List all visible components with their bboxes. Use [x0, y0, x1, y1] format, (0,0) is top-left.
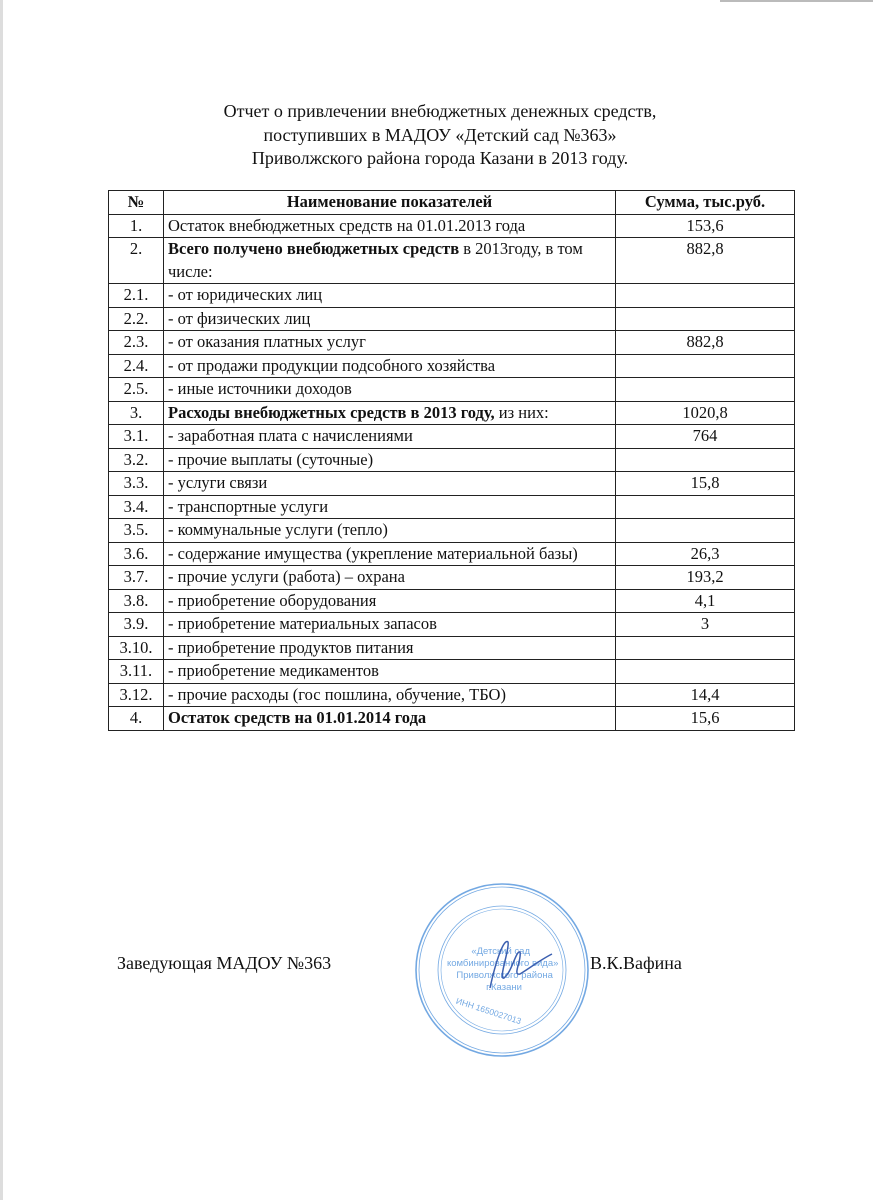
- row-number: 3.1.: [109, 425, 164, 449]
- row-sum: [616, 448, 795, 472]
- svg-text:ИНН 1650027013: [455, 996, 523, 1027]
- row-number: 3.: [109, 401, 164, 425]
- stamp-text: комбинированного вида»: [446, 958, 559, 969]
- row-sum: 26,3: [616, 542, 795, 566]
- row-indicator: [164, 495, 616, 519]
- table-row: [109, 238, 795, 284]
- row-indicator-text: - от продажи продукции подсобного хозяйства: [168, 355, 496, 375]
- row-indicator-bold: Всего получено внебюджетных средств: [168, 239, 460, 258]
- row-indicator-text: - содержание имущества (укрепление материальной базы): [168, 543, 578, 563]
- row-sum: [616, 495, 795, 519]
- row-sum: 14,4: [616, 683, 795, 707]
- row-indicator-text: - приобретение продуктов питания: [168, 637, 414, 657]
- title-line-1: Отчет о привлечении внебюджетных денежных средств,: [223, 101, 657, 121]
- report-table: [108, 190, 795, 731]
- row-indicator: [164, 284, 616, 308]
- row-indicator: [164, 636, 616, 660]
- table-row: [109, 636, 795, 660]
- stamp-text: г.Казани: [486, 982, 522, 993]
- row-indicator-text: - коммунальные услуги (тепло): [168, 520, 388, 539]
- row-number: 2.1.: [109, 284, 164, 308]
- row-indicator-text: из них:: [494, 402, 549, 422]
- table-row: [109, 401, 795, 425]
- row-indicator-bold: Остаток средств на 01.01.2014 года: [168, 708, 427, 727]
- row-sum: 3: [616, 613, 795, 637]
- row-number: 3.6.: [109, 542, 164, 566]
- table-row: [109, 214, 795, 238]
- row-indicator-text: Остаток внебюджетных средств на 01.01.2013 года: [168, 215, 526, 235]
- table-row: [109, 495, 795, 519]
- row-number: 2.2.: [109, 307, 164, 331]
- stamp-text: Приволжского района: [456, 970, 553, 981]
- stamp-inn: ИНН 1650027013: [454, 995, 523, 1027]
- table-row: [109, 307, 795, 331]
- row-number: 3.10.: [109, 636, 164, 660]
- table-row: [109, 425, 795, 449]
- row-indicator: [164, 589, 616, 613]
- table-row: [109, 448, 795, 472]
- row-sum: 153,6: [616, 214, 795, 238]
- row-indicator: [164, 331, 616, 355]
- row-sum: [616, 636, 795, 660]
- row-indicator: [164, 707, 616, 731]
- row-indicator-text: - от физических лиц: [168, 308, 311, 328]
- row-number: 3.4.: [109, 495, 164, 519]
- row-indicator-text: - прочие услуги (работа) – охрана: [168, 567, 405, 586]
- row-indicator: [164, 425, 616, 449]
- scan-edge: [0, 0, 3, 1200]
- row-indicator-text: в 2013году, в том числе:: [168, 239, 583, 281]
- table-row: [109, 284, 795, 308]
- row-sum: 1020,8: [616, 401, 795, 425]
- table-row: [109, 613, 795, 637]
- title-line-2: поступивших в МАДОУ «Детский сад №363»: [263, 124, 617, 145]
- table-row: [109, 683, 795, 707]
- row-number: 2.: [109, 238, 164, 284]
- header-sum: Сумма, тыс.руб.: [616, 191, 795, 215]
- table-row: [109, 378, 795, 402]
- row-indicator-text: - приобретение оборудования: [168, 590, 377, 610]
- row-sum: 15,6: [616, 707, 795, 731]
- svg-text:«Детский сад комбинирова: [447, 946, 561, 993]
- header-number: №: [109, 191, 164, 215]
- row-sum: [616, 660, 795, 684]
- row-number: 3.3.: [109, 472, 164, 496]
- row-number: 3.2.: [109, 448, 164, 472]
- row-indicator: [164, 307, 616, 331]
- row-indicator: [164, 401, 616, 425]
- row-sum: 15,8: [616, 472, 795, 496]
- row-indicator: [164, 472, 616, 496]
- signature-name: В.К.Вафина: [590, 953, 682, 973]
- row-indicator: [164, 542, 616, 566]
- row-indicator-text: - транспортные услуги: [168, 496, 329, 516]
- row-number: 1.: [109, 214, 164, 238]
- row-sum: [616, 284, 795, 308]
- row-number: 3.7.: [109, 566, 164, 590]
- row-sum: 193,2: [616, 566, 795, 590]
- row-sum: 4,1: [616, 589, 795, 613]
- row-indicator: [164, 448, 616, 472]
- row-sum: [616, 519, 795, 543]
- row-indicator: [164, 566, 616, 590]
- row-indicator-text: - приобретение медикаментов: [168, 661, 379, 680]
- row-indicator-text: - от оказания платных услуг: [168, 332, 366, 351]
- row-sum: [616, 354, 795, 378]
- row-indicator-text: - от юридических лиц: [168, 285, 323, 304]
- row-sum: 764: [616, 425, 795, 449]
- header-indicator: Наименование показателей: [164, 191, 616, 215]
- table-row: [109, 566, 795, 590]
- row-number: 4.: [109, 707, 164, 731]
- title-line-3: Приволжского района города Казани в 2013 году.: [251, 148, 629, 168]
- row-sum: 882,8: [616, 331, 795, 355]
- row-number: 3.5.: [109, 519, 164, 543]
- row-sum: [616, 307, 795, 331]
- row-indicator: [164, 354, 616, 378]
- table-row: [109, 354, 795, 378]
- table-row: [109, 472, 795, 496]
- table-row: [109, 589, 795, 613]
- row-indicator: [164, 519, 616, 543]
- row-indicator-text: - услуги связи: [168, 473, 268, 492]
- row-number: 2.3.: [109, 331, 164, 355]
- row-number: 2.5.: [109, 378, 164, 402]
- row-indicator: [164, 613, 616, 637]
- row-indicator: [164, 660, 616, 684]
- row-sum: 882,8: [616, 238, 795, 284]
- table-row: [109, 660, 795, 684]
- row-sum: [616, 378, 795, 402]
- official-stamp: [412, 880, 592, 1060]
- table-header-row: [109, 191, 795, 215]
- row-number: 3.11.: [109, 660, 164, 684]
- row-indicator-text: - прочие расходы (гос пошлина, обучение, ТБО): [168, 684, 506, 704]
- row-indicator: [164, 378, 616, 402]
- table-row: [109, 707, 795, 731]
- table-row: [109, 542, 795, 566]
- row-indicator-text: - иные источники доходов: [168, 379, 352, 398]
- row-indicator: [164, 238, 616, 284]
- row-indicator: [164, 214, 616, 238]
- report-title: [140, 100, 740, 171]
- table-row: [109, 331, 795, 355]
- table-row: [109, 519, 795, 543]
- row-indicator-bold: Расходы внебюджетных средств в 2013 году,: [168, 402, 495, 422]
- row-indicator: [164, 683, 616, 707]
- stamp-text: «Детский сад: [471, 946, 531, 957]
- scan-artifact: [720, 0, 873, 2]
- row-number: 3.12.: [109, 683, 164, 707]
- row-indicator-text: - приобретение материальных запасов: [168, 614, 437, 633]
- row-indicator-text: - прочие выплаты (суточные): [168, 449, 374, 469]
- row-indicator-text: - заработная плата с начислениями: [168, 426, 413, 445]
- row-number: 3.9.: [109, 613, 164, 637]
- signature-position: Заведующая МАДОУ №363: [117, 953, 332, 973]
- row-number: 3.8.: [109, 589, 164, 613]
- row-number: 2.4.: [109, 354, 164, 378]
